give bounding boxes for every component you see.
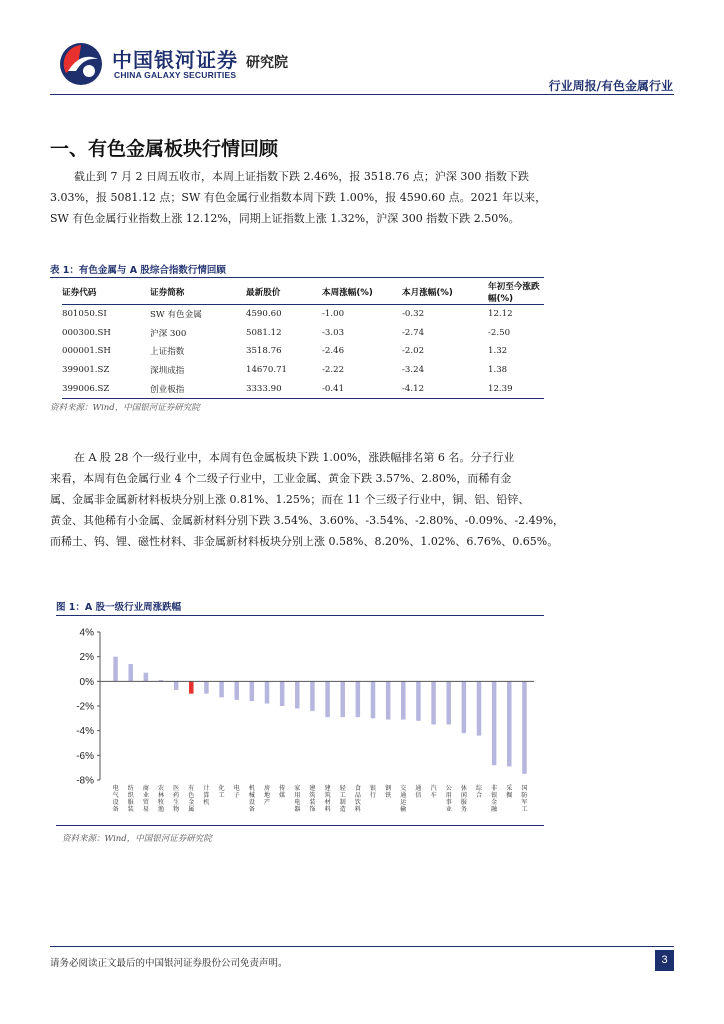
table-cell: 14670.71 (246, 365, 288, 376)
table-cell: -0.41 (322, 379, 402, 398)
section-title: 一、有色金属板块行情回顾 (50, 138, 279, 160)
logo-english-name: CHINA GALAXY SECURITIES (114, 70, 237, 80)
paragraph-line: SW 有色金属行业指数上涨 12.12%，同期上证指数上涨 1.32%，沪深 300 指数下跌 2.50%。 (50, 212, 520, 225)
column-header: 本月涨幅(%) (402, 280, 488, 305)
x-category-label: 有色金属 (188, 785, 195, 813)
paragraph-line: 截止到 7 月 2 日周五收市，本周上证指数下跌 2.46%，报 3518.76 点；沪深 300 指数下跌 (74, 170, 529, 183)
bar-industry (522, 681, 527, 774)
table-row (62, 361, 544, 380)
paragraph-line: 而稀土、钨、锂、磁性材料、非金属新材料板块分别上涨 0.58%、8.20%、1.02%、6.76%、0.65%。 (50, 535, 559, 548)
x-category-label: 医药生物 (173, 785, 180, 813)
bar-industry (416, 681, 421, 720)
institute-label: 研究院 (246, 55, 288, 71)
bar-industry (431, 681, 436, 724)
x-category-label: 综合 (475, 785, 483, 799)
table-cell: 399006.SZ (62, 379, 150, 398)
table-cell: 3518.76 (246, 346, 282, 357)
bar-industry (174, 681, 179, 690)
bar-highlight (189, 681, 194, 693)
index-review-table (62, 280, 544, 399)
bar-industry (492, 681, 497, 765)
header-divider (50, 94, 674, 95)
y-tick-label: 0% (79, 676, 94, 688)
column-header: 本周涨幅(%) (322, 280, 402, 305)
table-cell: 12.39 (488, 379, 544, 398)
y-tick-label: 4% (79, 627, 94, 639)
x-category-label: 国防军工 (521, 785, 528, 813)
x-category-label: 交通运输 (400, 785, 407, 813)
table-cell: -2.74 (402, 327, 425, 338)
table-cell: -4.12 (402, 379, 488, 398)
y-tick-label: 2% (79, 652, 94, 664)
table-cell: -3.03 (322, 327, 345, 338)
column-header: 年初至今涨跌幅(%) (488, 280, 544, 305)
table-cell: -2.02 (402, 346, 425, 357)
x-category-label: 电子 (233, 785, 240, 799)
table-cell: 深圳成指 (150, 366, 185, 377)
x-category-label: 机械设备 (248, 785, 255, 813)
x-category-label: 电气设备 (112, 785, 119, 813)
paragraph-line: 3.03%，报 5081.12 点；SW 有色金属行业指数本周下跌 1.00%，报 4590.60 点。2021 年以来， (50, 191, 547, 204)
table-cell: 5081.12 (246, 327, 282, 338)
y-tick-label: -2% (76, 701, 94, 713)
bar-industry (386, 681, 391, 719)
table-cell: 创业板指 (150, 379, 246, 398)
table-cell: 399001.SZ (62, 365, 110, 376)
table-cell: 4590.60 (246, 309, 282, 320)
galaxy-logo-icon (58, 41, 104, 87)
table-row (62, 379, 544, 398)
table-top-rule (50, 277, 544, 278)
x-category-label: 公用事业 (445, 785, 452, 813)
bar-industry (295, 681, 300, 708)
bar-industry (446, 681, 451, 724)
paragraph-line: 在 A 股 28 个一级行业中，本周有色金属板块下跌 1.00%，涨跌幅排名第 6 名。分子行业 (74, 451, 515, 464)
bar-industry (280, 681, 285, 706)
table-cell: 1.32 (488, 346, 508, 357)
logo-chinese-name: 中国银河证券 (112, 48, 238, 72)
x-category-label: 食品饮料 (354, 785, 361, 813)
x-category-label: 农林牧渔 (157, 785, 165, 813)
x-category-label: 家用电器 (294, 785, 301, 813)
industry-weekly-change-chart (56, 618, 544, 823)
table-cell: 000001.SH (62, 346, 111, 357)
x-category-label: 通信 (415, 785, 422, 799)
table-cell: 沪深 300 (150, 328, 187, 339)
figure-title: 图 1：A 股一级行业周涨跌幅 (56, 602, 182, 613)
bar-industry (144, 673, 149, 682)
table-header-row (62, 280, 544, 305)
page-number: 3 (655, 950, 674, 971)
table-cell: -3.24 (402, 365, 425, 376)
table-cell: SW 有色金属 (150, 310, 202, 321)
table-cell: -2.22 (322, 365, 345, 376)
bar-industry (401, 681, 406, 719)
footer-divider (50, 946, 674, 947)
x-category-label: 汽车 (430, 785, 437, 799)
x-category-label: 房地产 (263, 785, 271, 806)
x-category-label: 采掘 (506, 785, 513, 799)
table-title: 表 1：有色金属与 A 股综合指数行情回顾 (50, 265, 226, 276)
bar-industry (340, 681, 345, 717)
bar-industry (462, 681, 467, 733)
table-source-note: 资料来源：Wind，中国银河证券研究院 (50, 403, 200, 413)
table-row (62, 342, 544, 361)
figure-source-note: 资料来源：Wind，中国银河证券研究院 (62, 834, 212, 844)
table-cell: 801050.SI (62, 309, 107, 320)
bar-industry (507, 681, 512, 766)
bar-industry (219, 681, 224, 697)
figure-top-rule (56, 615, 544, 616)
y-tick-label: -4% (76, 726, 94, 738)
bar-industry (250, 681, 255, 701)
table-cell: -1.00 (322, 309, 345, 320)
table-cell: 1.38 (488, 365, 508, 376)
x-category-label: 计算机 (203, 785, 210, 806)
x-category-label: 商业贸易 (142, 785, 149, 813)
x-category-label: 银行 (369, 785, 377, 799)
table-cell: 12.12 (488, 309, 513, 320)
y-tick-label: -6% (76, 750, 94, 762)
bar-industry (234, 681, 239, 700)
footer-disclaimer: 请务必阅读正文最后的中国银河证券股份公司免责声明。 (50, 958, 288, 969)
paragraph-line: 黄金、其他稀有小金属、金属新材料分别下跌 3.54%、3.60%、-3.54%、-2.80%、-0.09%、-2.49%， (50, 514, 565, 527)
x-category-label: 建筑材料 (324, 785, 331, 813)
table-cell: 3333.90 (246, 379, 322, 398)
bar-industry (265, 681, 270, 703)
bar-industry (371, 681, 376, 718)
x-category-label: 休闲服务 (460, 785, 467, 813)
x-category-label: 纺织服装 (127, 785, 134, 813)
table-cell: -2.50 (488, 327, 511, 338)
bar-industry (356, 681, 361, 717)
column-header: 证券简称 (150, 280, 246, 305)
paragraph-line: 来看，本周有色金属行业 4 个二级子行业中，工业金属、黄金下跌 3.57%、2.80%，而稀有金 (50, 472, 512, 485)
table-cell: 上证指数 (150, 347, 185, 358)
table-cell: -0.32 (402, 309, 425, 320)
table-cell: 000300.SH (62, 327, 111, 338)
table-row (62, 324, 544, 343)
table-cell: -2.46 (322, 346, 345, 357)
x-category-label: 钢铁 (385, 785, 392, 799)
figure-bottom-rule (56, 825, 544, 826)
x-category-label: 传媒 (279, 785, 286, 799)
x-category-label: 非银金融 (491, 785, 498, 813)
x-category-label: 建筑装饰 (309, 785, 316, 813)
bar-industry (204, 681, 209, 693)
bar-industry (325, 681, 330, 717)
paragraph-line: 属、金属非金属新材料板块分别上涨 0.81%、1.25%；而在 11 个三级子行业中，铜、铝、铅锌、 (50, 493, 530, 506)
bar-industry (310, 681, 315, 711)
bar-industry (128, 664, 133, 681)
x-category-label: 化工 (218, 785, 225, 799)
bar-industry (477, 681, 482, 735)
table-row (62, 305, 544, 324)
bar-industry (113, 657, 118, 682)
column-header: 最新股价 (246, 280, 322, 305)
x-category-label: 轻工制造 (339, 785, 346, 813)
column-header: 证券代码 (62, 280, 150, 305)
y-tick-label: -8% (76, 775, 94, 787)
report-category: 行业周报/有色金属行业 (548, 79, 673, 93)
